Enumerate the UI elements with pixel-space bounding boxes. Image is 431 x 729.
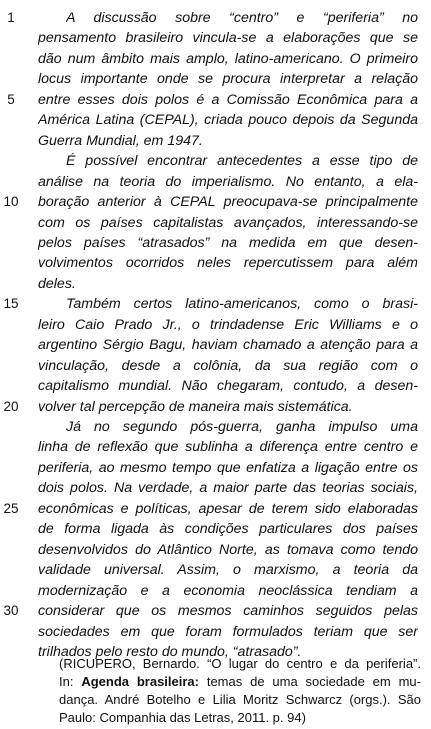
line-number: 10: [3, 194, 19, 210]
text-line: [0, 436, 431, 458]
line-text: dão num âmbito mais amplo, latino-americano. O primeiro: [38, 50, 418, 67]
line-text: leiro Caio Prado Jr., o trindadense Eric Williams e o: [38, 316, 418, 333]
line-text: Também certos latino-americanos, como o brasi-: [66, 296, 418, 313]
text-line: [0, 109, 431, 131]
line-text: sociedades em que foram formulados teriam que ser: [38, 623, 418, 640]
text-line: [0, 559, 431, 581]
line-text: econômicas e políticas, apesar de terem sido elaboradas: [38, 500, 418, 517]
text-line: [0, 600, 431, 622]
text-line: [0, 580, 431, 602]
text-line: [0, 375, 431, 397]
text-line: [0, 314, 431, 336]
text-line: [0, 171, 431, 193]
citation-prefix: In:: [59, 674, 82, 689]
text-line: [0, 212, 431, 234]
text-line: [0, 273, 431, 295]
line-text: linha de reflexão que sublinha a diferença entre centro e: [38, 439, 418, 456]
citation-line: dança. André Botelho e Lilia Moritz Schwarcz (orgs.). São: [59, 692, 421, 707]
line-text: análise na teoria do imperialismo. No entanto, a ela-: [38, 173, 418, 190]
text-line: [0, 191, 431, 213]
text-line: [0, 232, 431, 254]
citation-book-title: Agenda brasileira:: [81, 674, 199, 689]
line-text: argentino Sérgio Bagu, haviam chamado a atenção para a: [38, 337, 418, 354]
line-number: 30: [3, 603, 19, 619]
text-line: [0, 252, 431, 274]
line-number: 5: [7, 91, 15, 107]
text-line: [0, 457, 431, 479]
line-number: 20: [3, 398, 19, 414]
text-line: [0, 293, 431, 315]
line-text: modernização e a economia neoclássica tendiam a: [38, 582, 418, 599]
line-text: América Latina (CEPAL), criada pouco depois da Segunda: [38, 112, 418, 129]
line-text: validade universal. Assim, o marxismo, a teoria da: [38, 562, 418, 579]
citation-suffix: temas de uma sociedade em mu-: [198, 674, 421, 689]
line-text: capitalismo mundial. Não chegaram, contudo, a desen-: [38, 378, 418, 395]
text-line: [0, 7, 431, 29]
line-text: pelos países “atrasados” na medida em que desen-: [38, 234, 418, 251]
text-line: [0, 477, 431, 499]
text-line: [0, 518, 431, 540]
citation-line: [59, 673, 421, 691]
line-text: com os países capitalistas avançados, interessando-se: [38, 214, 418, 231]
line-text: considerar que os mesmos caminhos seguidos pelas: [38, 603, 418, 620]
text-line: [0, 89, 431, 111]
line-text: Já no segundo pós-guerra, ganha impulso uma: [66, 419, 418, 435]
line-number: 1: [7, 10, 15, 25]
line-text: boração anterior à CEPAL preocupava-se principalmente: [38, 194, 418, 211]
line-number: 15: [3, 296, 19, 312]
text-line: [0, 355, 431, 377]
line-text: volvimentos ocorridos neles repercutissem para além: [38, 255, 418, 272]
line-text: trilhados pelo resto do mundo, “atrasado”.: [38, 643, 302, 660]
line-text: vinculação, desde a colônia, da sua região com o: [38, 357, 418, 374]
text-line: [0, 416, 431, 438]
line-text: Guerra Mundial, em 1947.: [38, 132, 203, 149]
line-text: periferia, ao mesmo tempo que enfatiza a ligação entre os: [38, 459, 418, 476]
line-text: de forma ligada às condições particulares dos países: [38, 521, 418, 538]
text-line: [0, 68, 431, 90]
line-text: entre esses dois polos é a Comissão Econômica para a: [38, 91, 418, 108]
line-text: É possível encontrar antecedentes a esse tipo de: [66, 153, 418, 170]
citation-line: Paulo: Companhia das Letras, 2011. p. 94): [59, 710, 306, 725]
line-text: volver tal percepção de maneira mais sistemática.: [38, 398, 353, 415]
line-text: pensamento brasileiro vincula-se a elaborações que se: [38, 30, 418, 47]
text-line: [0, 48, 431, 70]
citation-line: (RICUPERO, Bernardo. “O lugar do centro e da periferia”.: [59, 656, 421, 671]
text-line: [0, 334, 431, 356]
line-text: dois polos. Na verdade, a maior parte das teorias sociais,: [38, 480, 418, 497]
line-number: 25: [3, 500, 19, 516]
text-line: [0, 498, 431, 520]
text-line: [0, 150, 431, 172]
line-text: desenvolvidos do Atlântico Norte, as tomava como tendo: [38, 541, 418, 558]
text-line: [0, 27, 431, 49]
text-line: [0, 130, 431, 152]
text-line: [0, 539, 431, 561]
line-text: A discussão sobre “centro” e “periferia” no: [66, 10, 418, 26]
line-text: locus importante onde se procura interpretar a relação: [38, 71, 418, 88]
text-line: [0, 396, 431, 418]
text-line: [0, 621, 431, 643]
line-text: deles.: [38, 275, 76, 292]
